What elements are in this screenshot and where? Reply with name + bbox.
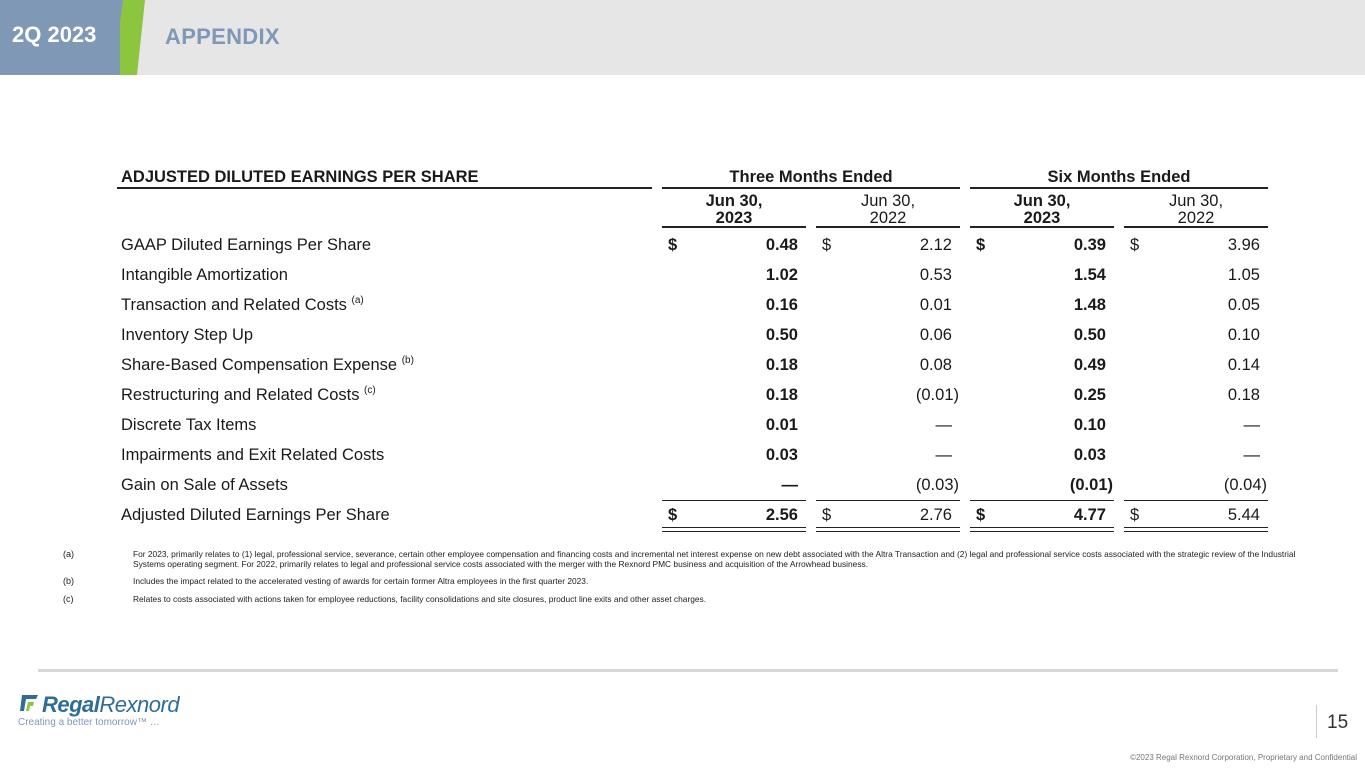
row-label [121, 416, 256, 434]
row-value: (0.04) [1223, 476, 1267, 494]
row-value: 2.56 [765, 506, 798, 524]
row-value: 0.10 [1073, 416, 1106, 434]
group-underline-six-months [970, 187, 1268, 189]
row-value: 0.05 [1227, 296, 1260, 314]
column-header-line1: Jun 30, [1168, 192, 1224, 210]
row-value: 0.18 [765, 356, 798, 374]
row-value: 4.77 [1073, 506, 1106, 524]
copyright: ©2023 Regal Rexnord Corporation, Proprietary and Confidential [1130, 753, 1357, 762]
row-value: 0.03 [1073, 446, 1106, 464]
row-label-text: Intangible Amortization [121, 266, 288, 284]
group-header-six-months: Six Months Ended [1047, 168, 1191, 186]
row-label [121, 326, 253, 344]
row-label [121, 446, 384, 464]
row-label [121, 296, 364, 314]
row-value: — [1243, 446, 1260, 464]
footnote-key: (a) [63, 549, 74, 559]
row-label-text: Share-Based Compensation Expense [121, 356, 398, 374]
column-header-underline [1124, 226, 1268, 228]
row-label [121, 356, 414, 374]
row-label-text: Discrete Tax Items [121, 416, 257, 434]
currency-symbol: $ [1130, 506, 1140, 524]
row-label-text: Impairments and Exit Related Costs [121, 446, 385, 464]
currency-symbol: $ [976, 236, 986, 254]
title-underline [117, 187, 652, 189]
total-double-rule [816, 527, 960, 532]
footnote-text: For 2023, primarily relates to (1) legal, professional service, severance, certain other employee compensation and financing costs and incremental net interest expense on new debt associated with the Altra Transaction and (2) legal and professional service costs associated with the strategic review of the Industrial Systems operating segment. For 2022, primarily relates to legal and professional service costs associated with the merger with the Rexnord PMC business and acquisition of the Arrowhead business. [133, 549, 1296, 569]
row-value: 0.01 [919, 296, 952, 314]
column-header-line1: Jun 30, [705, 192, 763, 210]
group-underline-three-months [662, 187, 960, 189]
row-value: 1.05 [1227, 266, 1260, 284]
row-label [121, 386, 376, 404]
row-label-text: Adjusted Diluted Earnings Per Share [121, 506, 390, 524]
page-number-divider [1316, 705, 1317, 738]
column-header-line1: Jun 30, [1013, 192, 1071, 210]
row-value: 0.53 [919, 266, 952, 284]
total-double-rule [970, 527, 1114, 532]
row-value: 0.50 [1073, 326, 1106, 344]
footnote-key: (b) [63, 576, 74, 586]
row-value: 0.06 [919, 326, 952, 344]
row-value: (0.01) [915, 386, 959, 404]
section-title: APPENDIX [165, 24, 280, 49]
footnote-reference: (a) [351, 295, 364, 306]
footnote-text: Relates to costs associated with actions taken for employee reductions, facility consolidations and site closures, product line exits and other asset charges. [133, 594, 707, 604]
column-header-line2: 2023 [1023, 209, 1061, 227]
row-value: 2.12 [919, 236, 952, 254]
column-header-line1: Jun 30, [860, 192, 916, 210]
page-number: 15 [1327, 712, 1349, 733]
column-header-underline [816, 226, 960, 228]
row-label [121, 266, 288, 284]
total-double-rule [662, 527, 806, 532]
row-value: 0.10 [1227, 326, 1260, 344]
row-value: 0.16 [765, 296, 798, 314]
footer-rule [38, 669, 1338, 672]
row-label-text: Inventory Step Up [121, 326, 254, 344]
row-value: (0.01) [1069, 476, 1113, 494]
currency-symbol: $ [976, 506, 986, 524]
currency-symbol: $ [1130, 236, 1140, 254]
column-header-underline [970, 226, 1114, 228]
footnote-reference: (b) [401, 355, 414, 366]
row-value: 0.18 [1227, 386, 1260, 404]
row-value: 0.48 [765, 236, 798, 254]
row-value: 0.18 [765, 386, 798, 404]
row-label-text: Gain on Sale of Assets [121, 476, 288, 494]
column-header-underline [662, 226, 806, 228]
row-value: 0.01 [765, 416, 798, 434]
row-value: — [935, 416, 952, 434]
subtotal-rule [816, 500, 960, 501]
currency-symbol: $ [822, 506, 832, 524]
column-header-line2: 2022 [1177, 209, 1215, 227]
row-value: — [781, 476, 798, 494]
row-value: 1.54 [1073, 266, 1106, 284]
currency-symbol: $ [668, 506, 678, 524]
group-header-three-months: Three Months Ended [729, 168, 893, 186]
footnote-key: (c) [63, 594, 74, 604]
row-value: 0.50 [765, 326, 798, 344]
row-label [121, 236, 371, 254]
row-label-text: Restructuring and Related Costs [121, 386, 360, 404]
currency-symbol: $ [668, 236, 678, 254]
column-header-line2: 2023 [715, 209, 753, 227]
row-value: 3.96 [1227, 236, 1260, 254]
currency-symbol: $ [822, 236, 832, 254]
total-double-rule [1124, 527, 1268, 532]
subtotal-rule [662, 500, 806, 501]
tagline: Creating a better tomorrow™ … [18, 717, 160, 728]
logo-wordmark [42, 692, 179, 718]
subtotal-rule [1124, 500, 1268, 501]
row-value: 0.39 [1073, 236, 1106, 254]
quarter-label: 2Q 2023 [12, 22, 97, 47]
row-value: — [1243, 416, 1260, 434]
logo-word-rexnord: Rexnord [99, 692, 180, 717]
regal-rexnord-logo-icon [18, 693, 40, 713]
logo-word-regal: Regal [42, 692, 100, 717]
column-header-line2: 2022 [869, 209, 907, 227]
row-value: 2.76 [919, 506, 952, 524]
row-value: 0.03 [765, 446, 798, 464]
row-value: (0.03) [915, 476, 959, 494]
footnote-reference: (c) [364, 385, 376, 396]
row-value: 0.25 [1073, 386, 1106, 404]
row-value: 1.48 [1073, 296, 1106, 314]
row-label-text: Transaction and Related Costs [121, 296, 347, 314]
row-value: 0.08 [919, 356, 952, 374]
row-value: 5.44 [1227, 506, 1260, 524]
row-value: 0.49 [1073, 356, 1106, 374]
row-value: 0.14 [1227, 356, 1260, 374]
subtotal-rule [970, 500, 1114, 501]
row-label [121, 506, 390, 524]
row-value: — [935, 446, 952, 464]
row-label [121, 476, 288, 494]
row-label-text: GAAP Diluted Earnings Per Share [121, 236, 372, 254]
footnote-text: Includes the impact related to the accelerated vesting of awards for certain former Altra employees in the first quarter 2023. [133, 576, 589, 586]
table-title: ADJUSTED DILUTED EARNINGS PER SHARE [121, 168, 479, 186]
row-value: 1.02 [765, 266, 798, 284]
